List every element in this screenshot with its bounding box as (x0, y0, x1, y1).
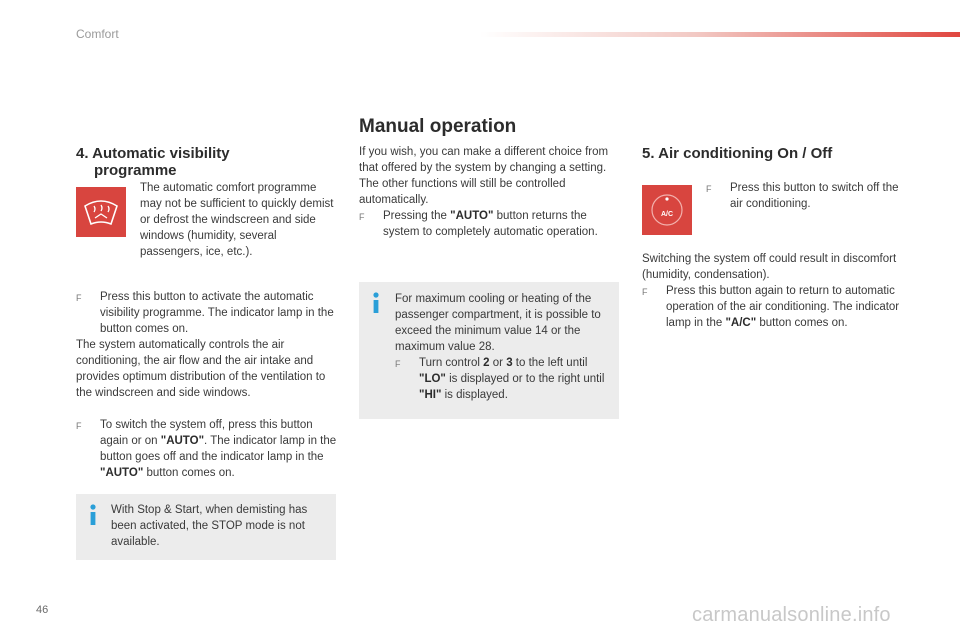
info-box-min-max (359, 282, 619, 419)
heading-automatic-visibility: 4. Automatic visibility programme (76, 145, 230, 179)
intro-text: The automatic comfort programme may not be sufficient to quickly demist or defrost the windscreen and side windows (humidity, several passengers, ice, etc.). (140, 182, 334, 258)
switch-off-block (76, 417, 338, 481)
section-header: Comfort (76, 27, 119, 41)
info-text-min-max: For maximum cooling or heating of the passenger compartment, it is possible to exceed the minimum value 14 or the maximum value 28. F Turn control 2 or 3 to the left until "LO" is displayed or to the right until "HI" is displayed. (395, 291, 609, 403)
bullet-activate: F Press this button to activate the automatic visibility programme. The indicator lamp in the button comes on. (76, 291, 334, 335)
windscreen-demist-icon (76, 187, 126, 237)
info-box-stop-start (76, 494, 336, 560)
activate-programme-block (76, 289, 338, 401)
info-text-stop-start: With Stop & Start, when demisting has been activated, the STOP mode is not available. (111, 504, 308, 548)
bullet-marker: F (76, 421, 82, 431)
info-icon (371, 292, 381, 314)
info-icon (88, 504, 98, 526)
bullet-marker: F (76, 293, 82, 303)
ac-button-label: A/C (660, 211, 674, 218)
bullet-switch-off: F To switch the system off, press this button again or on "AUTO". The indicator lamp in the button goes off and the indicator lamp in the "AUTO" button comes on. (76, 419, 337, 479)
system-control-paragraph: The system automatically controls the air conditioning, the air flow and the air intake and provides optimum distribution of the ventilation to the windscreen and side windows. (76, 339, 326, 399)
bullet-turn-control: F Turn control 2 or 3 to the left until "LO" is displayed or to the right until "HI" is displayed. (395, 357, 605, 401)
watermark: carmanualsonline.info (692, 604, 891, 626)
manual-operation-block (359, 144, 617, 240)
heading-manual-operation: Manual operation (359, 116, 517, 137)
column-automatic-visibility (76, 145, 338, 179)
manual-operation-paragraph: If you wish, you can make a different choice from that offered by the system by changing a setting. The other functions will still be controlled automatically. (359, 146, 609, 206)
ac-switch-off-block (706, 180, 902, 212)
ac-discomfort-paragraph: Switching the system off could result in discomfort (humidity, condensation). (642, 253, 897, 281)
bullet-ac-on: F Press this button again to return to automatic operation of the air conditioning. The indicator lamp in the "A/C" button comes on. (642, 285, 900, 329)
bullet-marker: F (395, 359, 401, 369)
bullet-ac-off: F Press this button to switch off the air conditioning. (706, 182, 899, 210)
bullet-marker: F (706, 184, 712, 194)
heading-air-conditioning: 5. Air conditioning On / Off (642, 145, 833, 162)
header-accent-bar (480, 32, 960, 37)
bullet-auto-return: F Pressing the "AUTO" button returns the system to completely automatic operation. (359, 210, 598, 238)
bullet-marker: F (642, 287, 648, 297)
bullet-marker: F (359, 212, 365, 222)
ac-details-block (642, 251, 904, 331)
ac-button-icon (642, 185, 692, 235)
page-number: 46 (36, 604, 49, 616)
